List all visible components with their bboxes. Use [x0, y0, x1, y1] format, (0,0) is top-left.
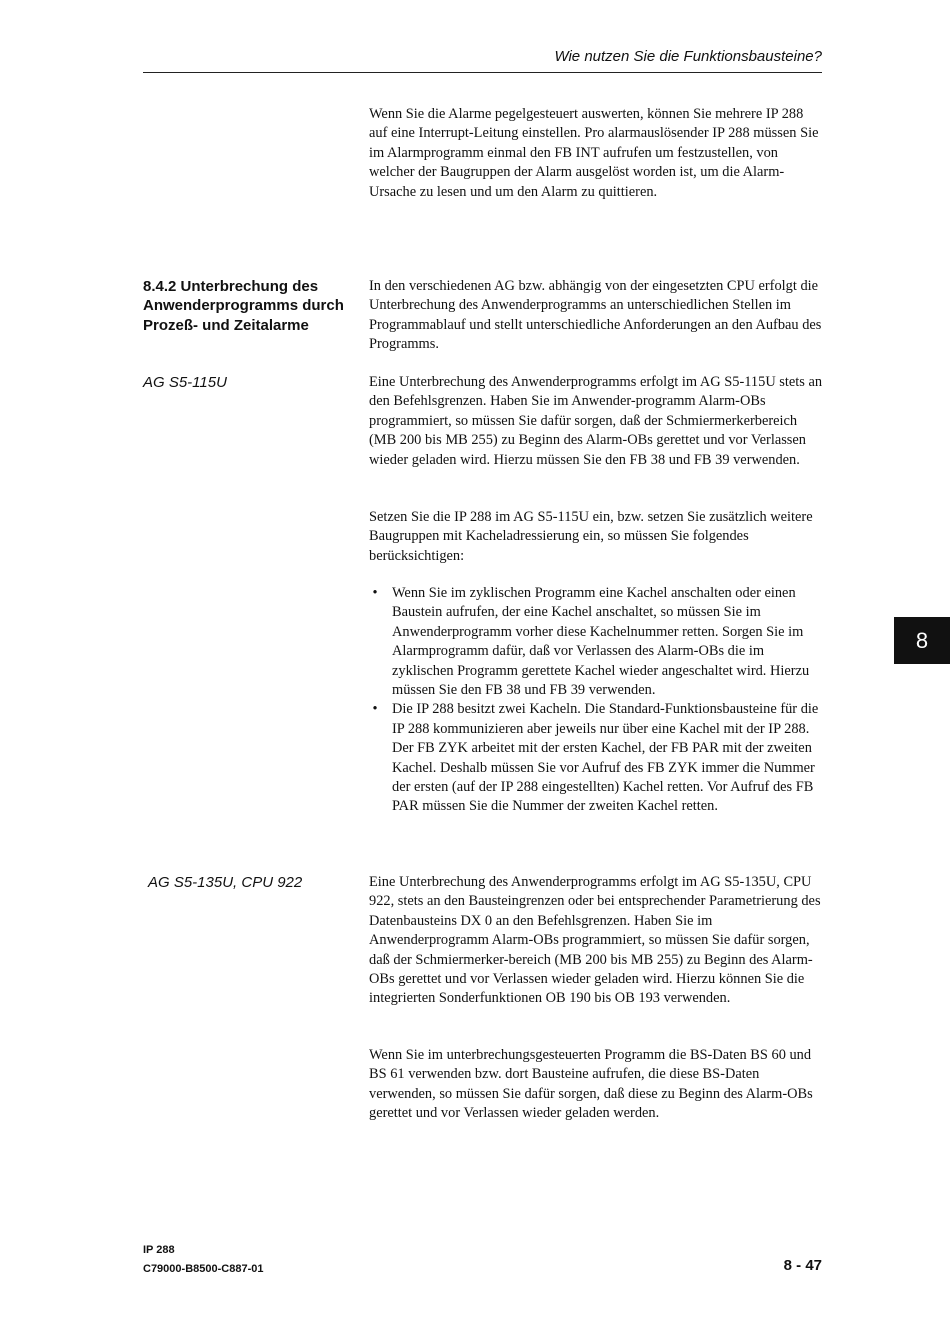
footer-left — [143, 1241, 263, 1279]
label-ag-s5-135u-cpu-922: AG S5-135U, CPU 922 — [148, 874, 303, 891]
footer-order-number: C79000-B8500-C887-01 — [143, 1263, 264, 1275]
list-item — [369, 584, 824, 700]
list-item — [369, 700, 824, 816]
page-number: 8 - 47 — [783, 1257, 822, 1274]
list-item-text: Die IP 288 besitzt zwei Kacheln. Die Standard-Funktionsbausteine für die IP 288 kommunizieren aber jeweils nur über eine Kachel mit der IP 288. Der FB ZYK arbeitet mit der ersten Kachel, der FB PAR mit der zweiten Kachel. Deshalb müssen Sie vor Aufruf des FB ZYK immer die Nummer der ersten (auf der IP 288 eingestellten) Kachel retten. Vor Aufruf des FB PAR müssen Sie die Nummer der zweiten Kachel retten. — [392, 701, 819, 815]
bullet-list — [369, 584, 824, 817]
header-rule — [143, 72, 822, 73]
s5-115u-paragraph-2: Setzen Sie die IP 288 im AG S5-115U ein, bzw. setzen Sie zusätzlich weitere Baugruppen mit Kacheladressierung ein, so müssen Sie folgendes berücksichtigen: — [369, 509, 813, 564]
label-ag-s5-115u: AG S5-115U — [143, 374, 227, 391]
bullet-icon: • — [372, 585, 378, 601]
intro-paragraph: Wenn Sie die Alarme pegelgesteuert auswerten, können Sie mehrere IP 288 auf eine Interrupt-Leitung einstellen. Pro alarmauslösender IP 288 müssen Sie im Alarmprogramm einmal den FB INT aufrufen um festzustellen, von welcher der Baugruppen der Alarm ausgelöst worden ist, um die Alarm-Ursache zu lesen und um den Alarm zu quittieren. — [369, 106, 819, 200]
s5-135u-paragraph-2: Wenn Sie im unterbrechungsgesteuerten Programm die BS-Daten BS 60 und BS 61 verwenden bzw. dort Bausteine aufrufen, die diese BS-Daten verwenden, so müssen Sie dafür sorgen, daß diese zu Beginn des Alarm-OBs gerettet und vor Verlassen wieder geladen werden. — [369, 1047, 813, 1122]
chapter-tab: 8 — [894, 617, 950, 664]
s5-135u-paragraph-1: Eine Unterbrechung des Anwenderprogramms erfolgt im AG S5-135U, CPU 922, stets an den Bausteingrenzen oder bei entsprechender Parametrierung des Datenbausteins DX 0 an den Befehlsgrenzen. Haben Sie im Anwenderprogramm Alarm-OBs programmiert, so müssen Sie dafür sorgen, daß der Schmiermerker-bereich (MB 200 bis MB 255) zu Beginn des Alarm-OBs gerettet und vor Verlassen wieder geladen wird. Hierzu können Sie die integrierten Sonderfunktionen OB 190 bis OB 193 verwenden. — [369, 874, 821, 1007]
section-intro-paragraph: In den verschiedenen AG bzw. abhängig von der eingesetzten CPU erfolgt die Unterbrechung des Anwenderprogramms an unterschiedlichen Stellen im Programmablauf und stellt unterschiedliche Anforderungen an den Aufbau des Programms. — [369, 278, 822, 353]
section-heading: 8.4.2 Unterbrechung des Anwenderprogramms durch Prozeß- und Zeitalarme — [143, 278, 344, 334]
footer-product: IP 288 — [143, 1244, 175, 1256]
s5-115u-paragraph-1: Eine Unterbrechung des Anwenderprogramms erfolgt im AG S5-115U stets an den Befehlsgrenzen. Haben Sie im Anwender-programm Alarm-OBs programmiert, so müssen Sie dafür sorgen, daß der Schmiermerkerbereich (MB 200 bis MB 255) zu Beginn des Alarm-OBs gerettet und vor Verlassen wieder geladen wird. Hierzu müssen Sie den FB 38 und FB 39 verwenden. — [369, 374, 823, 468]
list-item-text: Wenn Sie im zyklischen Programm eine Kachel anschalten oder einen Baustein aufrufen, der eine Kachel anschaltet, so müssen Sie im Anwenderprogramm vorher diese Kachelnummer retten. Sorgen Sie im Alarmprogramm dafür, daß vor Verlassen des Alarm-OBs die im zyklischen Programm gerettete Kachel wieder angeschaltet wird. Hierzu müssen Sie den FB 38 und FB 39 verwenden. — [392, 585, 810, 699]
header-title: Wie nutzen Sie die Funktionsbausteine? — [554, 48, 822, 65]
bullet-icon: • — [372, 701, 378, 718]
